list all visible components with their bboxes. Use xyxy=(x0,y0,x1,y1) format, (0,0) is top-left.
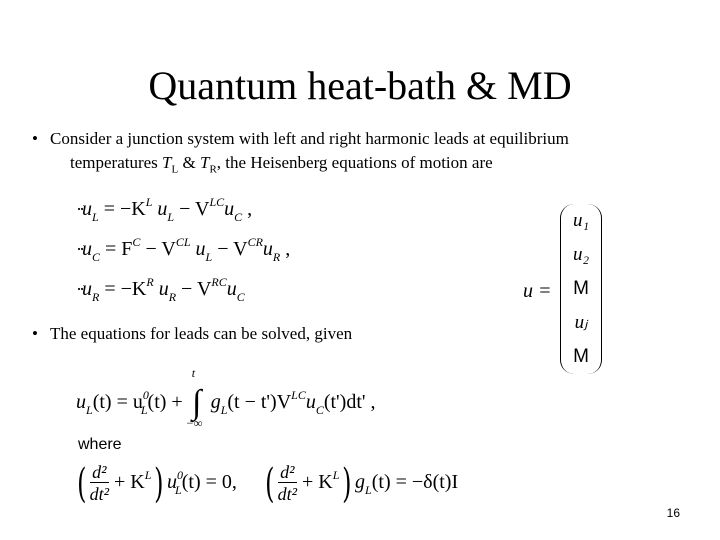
solution-equation: $u_L(t) = u^0_L(t)$ + t ∫ −∞ $g_L(t - t')V^{LC}u_C(t')dt'$ , xyxy=(76,366,376,430)
vector-entry: M xyxy=(573,346,589,367)
bullet-marker: • xyxy=(32,324,38,343)
integral-sign: t ∫ −∞ xyxy=(185,366,203,430)
double-dot-icon: ·· xyxy=(76,199,82,219)
condition-2: ( $\frac{\text{d²}}{\text{dt²}}$ + $K^L$) $g_L(t) = -\delta(t)I$ xyxy=(265,460,459,507)
vector-entries xyxy=(561,204,601,374)
column-vector xyxy=(560,204,602,374)
vector-entry: M xyxy=(573,278,589,299)
equation-3: $\cdot\cdot u_R = -K^R$ $u_R - V^{RC}u_C$ xyxy=(76,275,245,304)
condition-1: ( $\frac{\text{d²}}{\text{dt²}}$ + $K^L$) $u^0_L(t) = 0$, xyxy=(77,460,237,507)
fraction: $\frac{\text{d²}}{\text{dt²}}$ xyxy=(89,462,110,504)
equation-2: $\cdot\cdot u_C = F^C - V^{CL}$ $u_L - V^{CR}u_R$ , xyxy=(76,235,291,264)
vector-entry: u₁ xyxy=(572,210,590,231)
bullet-1 xyxy=(32,127,702,181)
bullet-2 xyxy=(32,322,352,346)
where-label: where xyxy=(78,436,122,453)
vector-lhs: u = xyxy=(523,280,552,302)
double-dot-icon: ·· xyxy=(76,239,82,259)
vector-entry: u₂ xyxy=(572,244,590,265)
vector-entry: uⱼ xyxy=(574,312,588,333)
page-number: 16 xyxy=(666,506,680,520)
bullet-1-line-1: Consider a junction system with left and right harmonic leads at equilibrium xyxy=(50,129,569,148)
fraction: $\frac{\text{d²}}{\text{dt²}}$ xyxy=(277,462,298,504)
double-dot-icon: ·· xyxy=(76,279,82,299)
slide-title: Quantum heat-bath & MD xyxy=(148,63,572,108)
bullet-1-line-2: temperatures $T_L$ & $T_R$, the Heisenberg equations of motion are xyxy=(70,153,493,176)
bullet-marker: • xyxy=(32,129,38,148)
bullet-2-text: The equations for leads can be solved, given xyxy=(50,324,353,343)
equation-1: $\cdot\cdot u_L = -K^L$ $u_L - V^{LC}u_C$ , xyxy=(76,195,253,224)
